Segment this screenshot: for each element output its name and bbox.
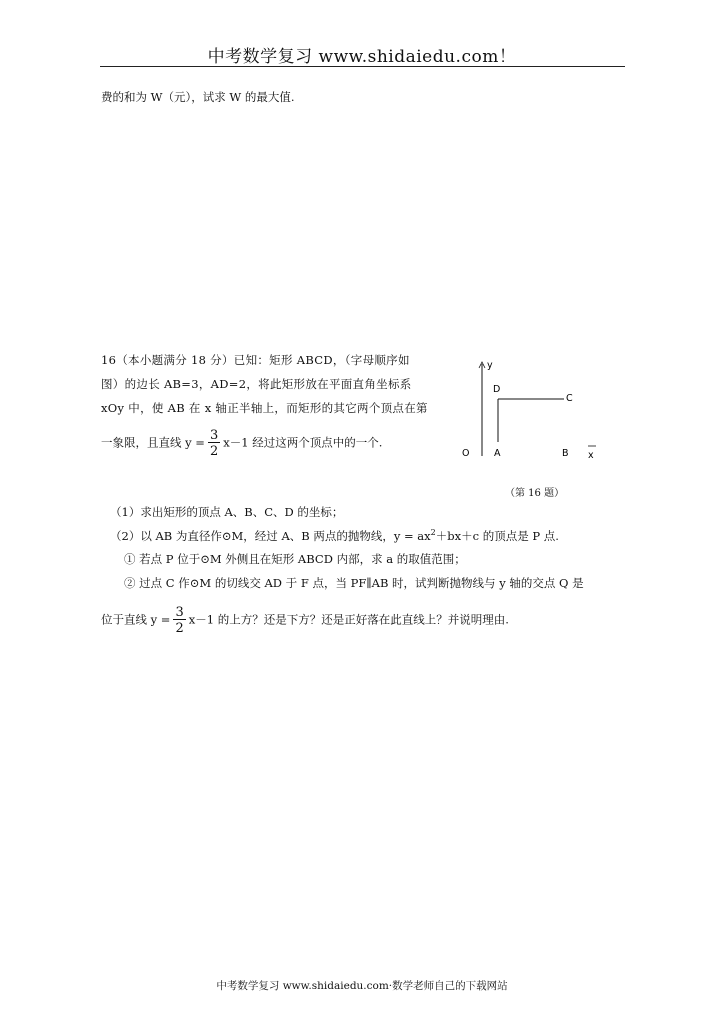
fraction-numerator: 3 (175, 605, 184, 620)
fraction-denominator: 2 (175, 621, 184, 636)
previous-problem-tail: 费的和为 W（元），试求 W 的最大值. (101, 90, 295, 104)
fraction-three-halves (208, 429, 220, 458)
rectangle-coordinate-figure (460, 356, 610, 466)
label-b: B (562, 448, 569, 459)
header-rule (100, 66, 625, 67)
figure-caption: （第 16 题） (505, 488, 565, 499)
label-o: O (462, 448, 470, 459)
problem-16-line-2: 图）的边长 AB=3，AD=2，将此矩形放在平面直角坐标系 (101, 377, 412, 391)
question-2-suffix: ＋bx＋c 的顶点是 P 点. (435, 529, 559, 543)
question-2 (110, 528, 559, 544)
continued-prefix: 位于直线 y = (101, 612, 171, 627)
label-c: C (566, 393, 573, 404)
problem-16-line-1: 16（本小题满分 18 分）已知：矩形 ABCD，（字母顺序如 (101, 353, 410, 367)
question-2-part-2: ② 过点 C 作⊙M 的切线交 AD 于 F 点，当 PF∥AB 时，试判断抛物线与 y 轴的交点 Q 是 (124, 576, 584, 590)
page-footer: 中考数学复习 www.shidaiedu.com·数学老师自己的下载网站 (216, 980, 508, 992)
label-y: y (487, 360, 493, 371)
question-2-part-2-continued (101, 606, 509, 635)
problem-16-line-4 (101, 429, 382, 458)
fraction-denominator: 2 (209, 444, 219, 459)
continued-suffix: x－1 的上方？还是下方？还是正好落在此直线上？并说明理由. (188, 612, 509, 627)
label-d: D (493, 384, 501, 395)
question-2-prefix: （2）以 AB 为直径作⊙M，经过 A、B 两点的抛物线，y = ax (110, 529, 431, 543)
line-4-suffix: x－1 经过这两个顶点中的一个. (223, 435, 383, 450)
exponent: 2 (430, 528, 436, 538)
page-header: 中考数学复习 www.shidaiedu.com！ (207, 47, 517, 67)
question-1: （1）求出矩形的顶点 A、B、C、D 的坐标； (110, 505, 344, 519)
label-x: x (588, 450, 594, 461)
fraction-numerator: 3 (209, 428, 219, 443)
problem-16-line-3: xOy 中，使 AB 在 x 轴正半轴上，而矩形的其它两个顶点在第 (101, 401, 428, 415)
question-2-part-1: ① 若点 P 位于⊙M 外侧且在矩形 ABCD 内部，求 a 的取值范围； (124, 552, 466, 566)
label-a: A (494, 448, 501, 459)
line-4-prefix: 一象限，且直线 y = (101, 435, 205, 450)
fraction-three-halves-2 (173, 606, 185, 635)
